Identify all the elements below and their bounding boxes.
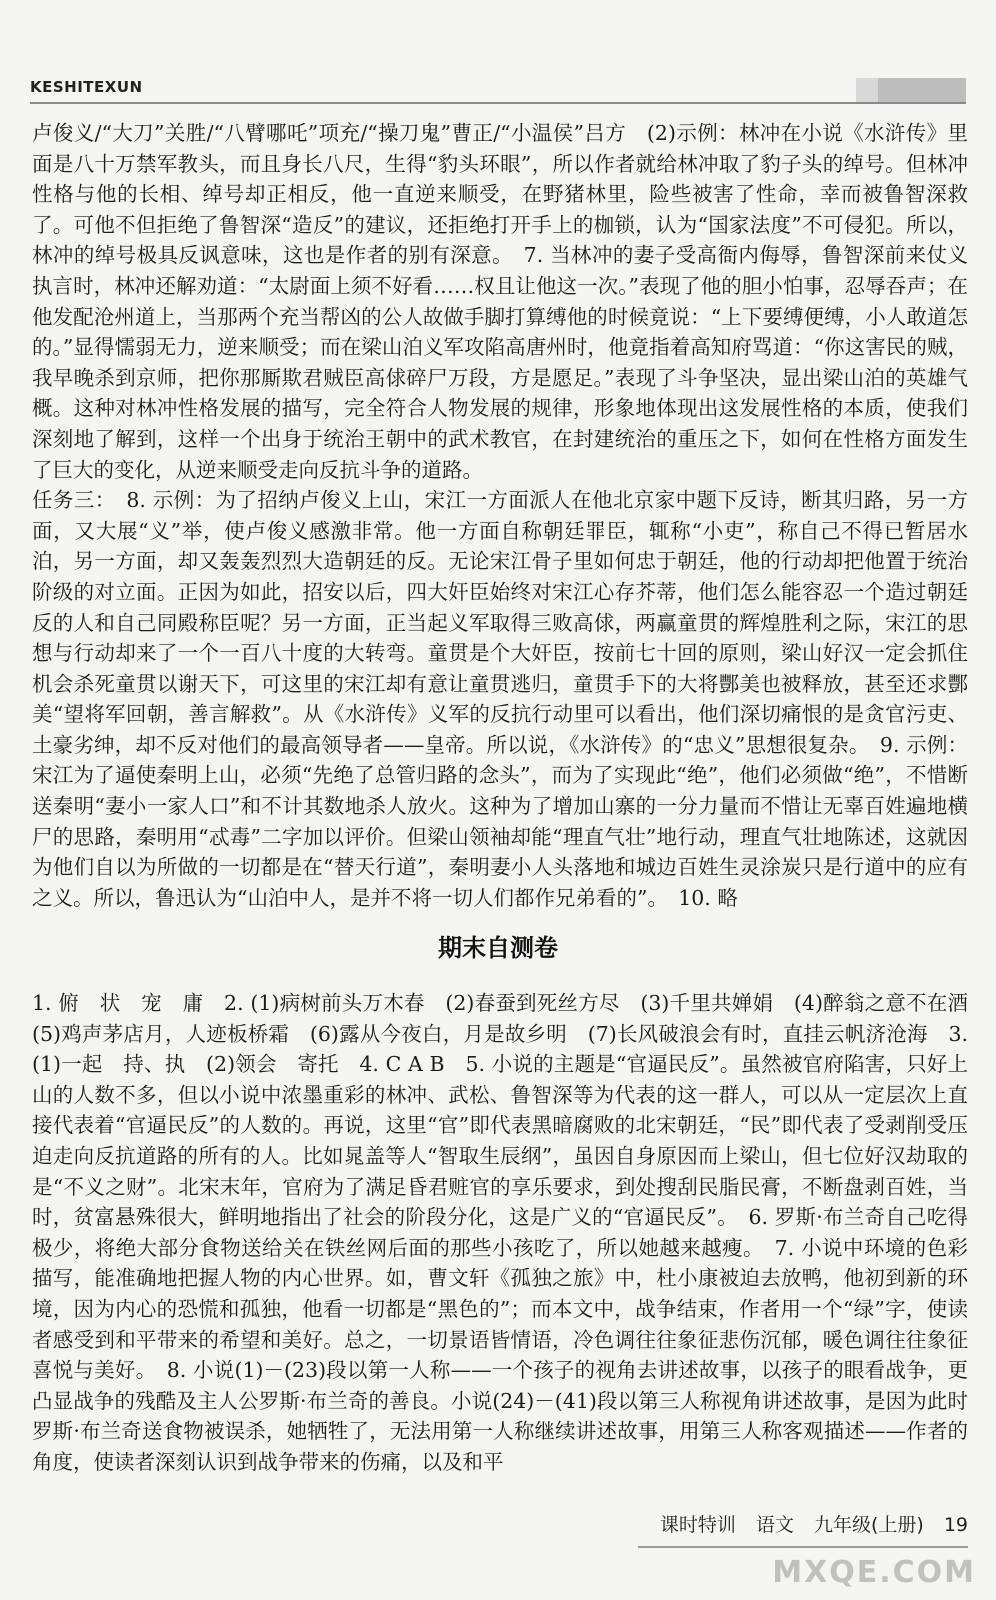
paragraph-2: 任务三： 8. 示例：为了招纳卢俊义上山，宋江一方面派人在他北京家中题下反诗，断其归路，另一方面，又大展“义”举，使卢俊义感激非常。他一方面自称朝廷罪臣，辄称“小吏”，称自己不得已暂居水泊，另一方面，却又轰轰烈烈大造朝廷的反。无论宋江骨子里如何忠于朝廷，他的行动却把他置于统治阶级的对立面。正因为如此，招安以后，四大奸臣始终对宋江心存芥蒂，他们怎么能容忍一个造过朝廷反的人和自己同殿称臣呢？另一方面，正当起义军取得三败高俅，两赢童贯的辉煌胜利之际，宋江的思想与行动却来了一个一百八十度的大转弯。童贯是个大奸臣，按前七十回的原则，梁山好汉一定会抓住机会杀死童贯以谢天下，可这里的宋江却有意让童贯逃归，童贯手下的大将酆美也被释放，甚至还求酆美“望将军回朝，善言解救”。从《水浒传》义军的反抗行动里可以看出，他们深切痛恨的是贪官污吏、土豪劣绅，却不反对他们的最高领导者——皇帝。所以说，《水浒传》的“忠义”思想很复杂。 9. 示例：宋江为了逼使秦明上山，必须“先绝了总管归路的念头”，而为了实现此“绝”，他们必须做“绝”，不惜断送秦明“妻小一家人口”和不计其数地杀人放火。这种为了增加山寨的一分力量而不惜让无辜百姓遍地横尸的思路，秦明用“忒毒”二字加以评价。但梁山领袖却能“理直气壮”地行动，理直气壮地陈述，这就因为他们自以为所做的一切都是在“替天行道”，秦明妻小人头落地和城边百姓生灵涂炭只是行道中的应有之义。所以，鲁迅认为“山泊中人，是并不将一切人们都作兄弟看的”。 10. 略 xyxy=(32,488,968,910)
page-number: 19 xyxy=(943,1514,968,1536)
page-header xyxy=(30,78,966,106)
header-decoration xyxy=(856,78,966,102)
section-title: 期末自测卷 xyxy=(438,934,558,962)
watermark: MXQE.COM xyxy=(772,1555,976,1590)
page-footer xyxy=(646,1510,968,1544)
footer-rule xyxy=(638,1546,968,1548)
brand-label: KESHITEXUN xyxy=(30,78,143,96)
answer-text xyxy=(32,118,968,913)
footer-subject: 语文 xyxy=(755,1514,794,1536)
paragraph-3: 1. 俯 状 宠 庸 2. (1)病树前头万木春 (2)春蚕到死丝方尽 (3)千里共婵娟 (4)醉翁之意不在酒 (5)鸡声茅店月，人迹板桥霜 (6)露从今夜白，月是故乡明 (7)长风破浪会有时，直挂云帆济沧海 3. (1)一起 持、执 (2)领会 寄托 4. C A B 5. 小说的主题是“官逼民反”。虽然被官府陷害，只好上山的人数不多，但以小说中浓墨重彩的林冲、武松、鲁智深等为代表的这一群人，可以从一定层次上直接代表着“官逼民反”的人数的。再说，这里“官”即代表黑暗腐败的北宋朝廷，“民”即代表了受剥削受压迫走向反抗道路的所有的人。比如晁盖等人“智取生辰纲”，虽因自身原因而上梁山，但七位好汉劫取的是“不义之财”。北宋末年，官府为了满足昏君赃官的享乐要求，到处搜刮民脂民膏，不断盘剥百姓，当时，贫富悬殊很大，鲜明地指出了社会的阶段分化，这是广义的“官逼民反”。 6. 罗斯·布兰奇自己吃得极少，将绝大部分食物送给关在铁丝网后面的那些小孩吃了，所以她越来越瘦。 7. 小说中环境的色彩描写，能准确地把握人物的内心世界。如，曹文轩《孤独之旅》中，杜小康被迫去放鸭，他初到新的环境，因为内心的恐慌和孤独，他看一切都是“黑色的”；而本文中，战争结束，作者用一个“绿”字，使读者感受到和平带来的希望和美好。总之，一切景语皆情语，冷色调往往象征悲伤沉郁，暖色调往往象征喜悦与美好。 8. 小说(1)－(23)段以第一人称——一个孩子的视角去讲述故事，以孩子的眼看战争，更凸显战争的残酷及主人公罗斯·布兰奇的善良。小说(24)－(41)段以第三人称视角讲述故事，是因为此时罗斯·布兰奇送食物被误杀，她牺牲了，无法用第一人称继续讲述故事，用第三人称客观描述——作者的角度，使读者深刻认识到战争带来的伤痛，以及和平 xyxy=(32,991,989,1474)
footer-book: 课时特训 xyxy=(659,1514,736,1536)
final-exam-answers xyxy=(32,988,989,1478)
footer-grade: 九年级(上册) xyxy=(813,1514,924,1536)
header-rule xyxy=(30,102,966,104)
paragraph-1: 卢俊义/“大刀”关胜/“八臂哪吒”项充/“操刀鬼”曹正/“小温侯”吕方 (2)示例：林冲在小说《水浒传》里面是八十万禁军教头，而且身长八尺，生得“豹头环眼”，所以作者就给林冲取了豹子头的绰号。但林冲性格与他的长相、绰号却正相反，他一直逆来顺受，在野猪林里，险些被害了性命，幸而被鲁智深救了。可他不但拒绝了鲁智深“造反”的建议，还拒绝打开手上的枷锁，认为“国家法度”不可侵犯。所以，林冲的绰号极具反讽意味，这也是作者的别有深意。 7. 当林冲的妻子受高衙内侮辱，鲁智深前来仗义执言时，林冲还解劝道：“太尉面上须不好看……权且让他这一次。”表现了他的胆小怕事，忍辱吞声；在他发配沧州道上，当那两个充当帮凶的公人故做手脚打算缚他的时候竟说：“上下要缚便缚，小人敢道怎的。”显得懦弱无力，逆来顺受；而在梁山泊义军攻陷高唐州时，他竟指着高知府骂道：“你这害民的贼，我早晚杀到京师，把你那厮欺君贼臣高俅碎尸万段，方是愿足。”表现了斗争坚决，显出梁山泊的英雄气概。这种对林冲性格发展的描写，完全符合人物发展的规律，形象地体现出这发展性格的本质，使我们深刻地了解到，这样一个出身于统治王朝中的武术教官，在封建统治的重压之下，如何在性格方面发生了巨大的变化，从逆来顺受走向反抗斗争的道路。 xyxy=(32,121,968,482)
